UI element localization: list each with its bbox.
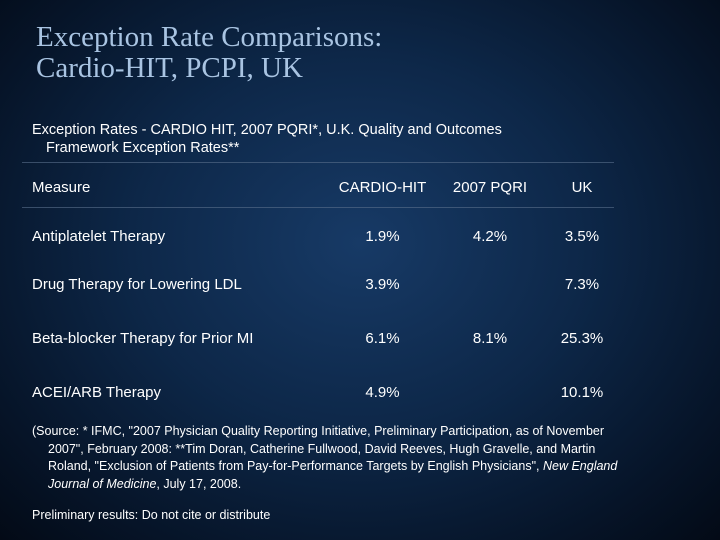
table-caption-line-2: Framework Exception Rates** xyxy=(46,140,240,156)
row-3-uk: 25.3% xyxy=(560,330,604,347)
source-line-1: (Source: * IFMC, "2007 Physician Quality Reporting Initiative, Preliminary Participation, as of November xyxy=(32,424,605,438)
row-1-cardio-hit: 1.9% xyxy=(365,228,400,245)
table-caption-line-1: Exception Rates - CARDIO HIT, 2007 PQRI*, U.K. Quality and Outcomes xyxy=(32,122,502,138)
row-3-cardio-hit: 6.1% xyxy=(365,330,400,347)
journal-name-part-2: Journal of Medicine xyxy=(48,476,157,491)
slide-title xyxy=(36,22,696,84)
table-caption xyxy=(32,121,612,157)
source-line-3 xyxy=(32,458,697,476)
slide-title-line-1: Exception Rate Comparisons: xyxy=(36,21,383,53)
journal-name-part-1: New England xyxy=(542,459,618,473)
row-2-cardio-hit: 3.9% xyxy=(365,276,400,293)
source-line-3-text: Roland, "Exclusion of Patients from Pay-for-Performance Targets by English Physicians", xyxy=(48,459,543,473)
header-cardio-hit: CARDIO-HIT xyxy=(338,179,427,196)
row-2-uk: 7.3% xyxy=(564,276,600,293)
disclaimer-footer: Preliminary results: Do not cite or distribute xyxy=(32,508,271,522)
slide-title-line-2: Cardio-HIT, PCPI, UK xyxy=(36,52,303,84)
source-line-4-text: , July 17, 2008. xyxy=(156,476,242,491)
header-measure: Measure xyxy=(32,179,91,196)
table-header-rule xyxy=(22,207,614,208)
row-1-2007-pqri: 4.2% xyxy=(472,228,508,245)
header-uk: UK xyxy=(571,179,593,196)
source-citation xyxy=(32,423,697,493)
row-4-uk: 10.1% xyxy=(560,384,604,401)
table-top-rule xyxy=(22,162,614,163)
row-4-cardio-hit: 4.9% xyxy=(365,384,400,401)
row-3-2007-pqri: 8.1% xyxy=(472,330,508,347)
row-1-uk: 3.5% xyxy=(564,228,600,245)
source-line-4 xyxy=(32,476,697,494)
header-2007-pqri: 2007 PQRI xyxy=(452,179,528,196)
row-1-measure: Antiplatelet Therapy xyxy=(32,228,166,245)
row-4-measure: ACEI/ARB Therapy xyxy=(32,384,161,401)
row-3-measure: Beta-blocker Therapy for Prior MI xyxy=(32,330,254,347)
source-line-2: 2007", February 2008: **Tim Doran, Catherine Fullwood, David Reeves, Hugh Gravelle, and Martin xyxy=(48,441,596,456)
row-2-measure: Drug Therapy for Lowering LDL xyxy=(32,276,242,293)
